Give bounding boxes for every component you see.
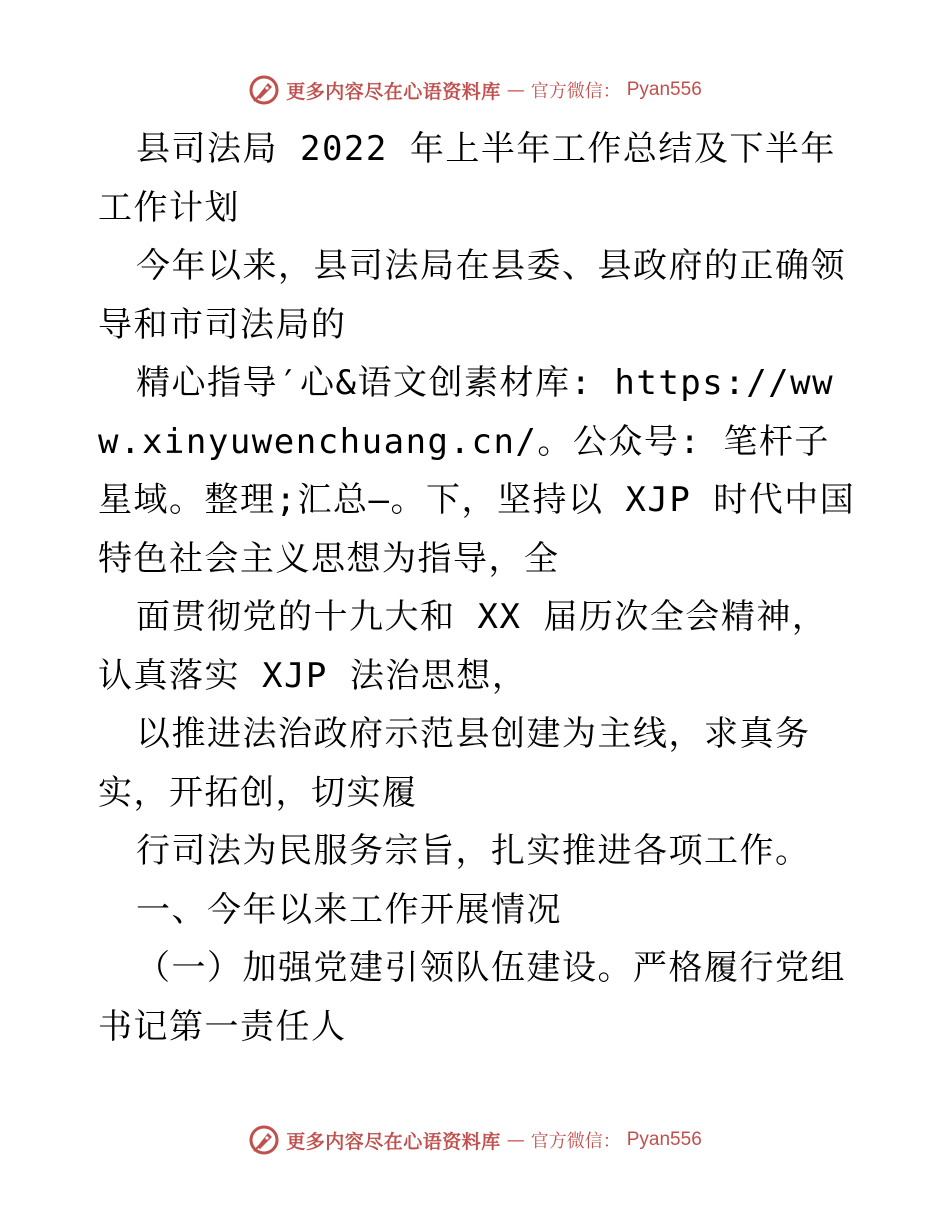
paragraph: 面贯彻党的十九大和 XX 届历次全会精神，认真落实 XJP 法治思想，: [98, 597, 828, 696]
header-banner: [0, 70, 950, 110]
banner-wechat-label: 官方微信：: [530, 81, 621, 102]
paragraph: 精心指导′心&语文创素材库: https://www.xinyuwenchuang.cn/。公众号: 笔杆子星域。整理;汇总—。下，坚持以 XJP 时代中国特色社会主义思想为指导，全: [98, 363, 856, 579]
pen-nib-logo-icon: [248, 1124, 280, 1156]
paragraph: （一）加强党建引领队伍建设。严格履行党组书记第一责任人: [98, 948, 846, 1047]
banner-wechat-id: Pyan556: [626, 1129, 702, 1150]
footer-banner: [0, 1120, 950, 1160]
banner-separator: —: [506, 1129, 525, 1151]
section-heading: 一、今年以来工作开展情况: [136, 889, 562, 930]
banner-separator: —: [506, 79, 525, 101]
banner-wechat-label: 官方微信：: [530, 1131, 621, 1152]
banner-wechat-id: Pyan556: [626, 79, 702, 100]
pen-nib-logo-icon: [248, 74, 280, 106]
paragraph: 行司法为民服务宗旨，扎实推进各项工作。: [136, 831, 811, 871]
banner-main-text: 更多内容尽在心语资料库: [286, 80, 501, 103]
banner-main-text: 更多内容尽在心语资料库: [286, 1130, 501, 1153]
paragraph: 以推进法治政府示范县创建为主线，求真务实，开拓创，切实履: [98, 714, 811, 813]
paragraph: 今年以来，县司法局在县委、县政府的正确领导和市司法局的: [98, 246, 846, 345]
document-body: [98, 120, 858, 1056]
document-title: 县司法局 2022 年上半年工作总结及下半年工作计划: [98, 129, 836, 228]
